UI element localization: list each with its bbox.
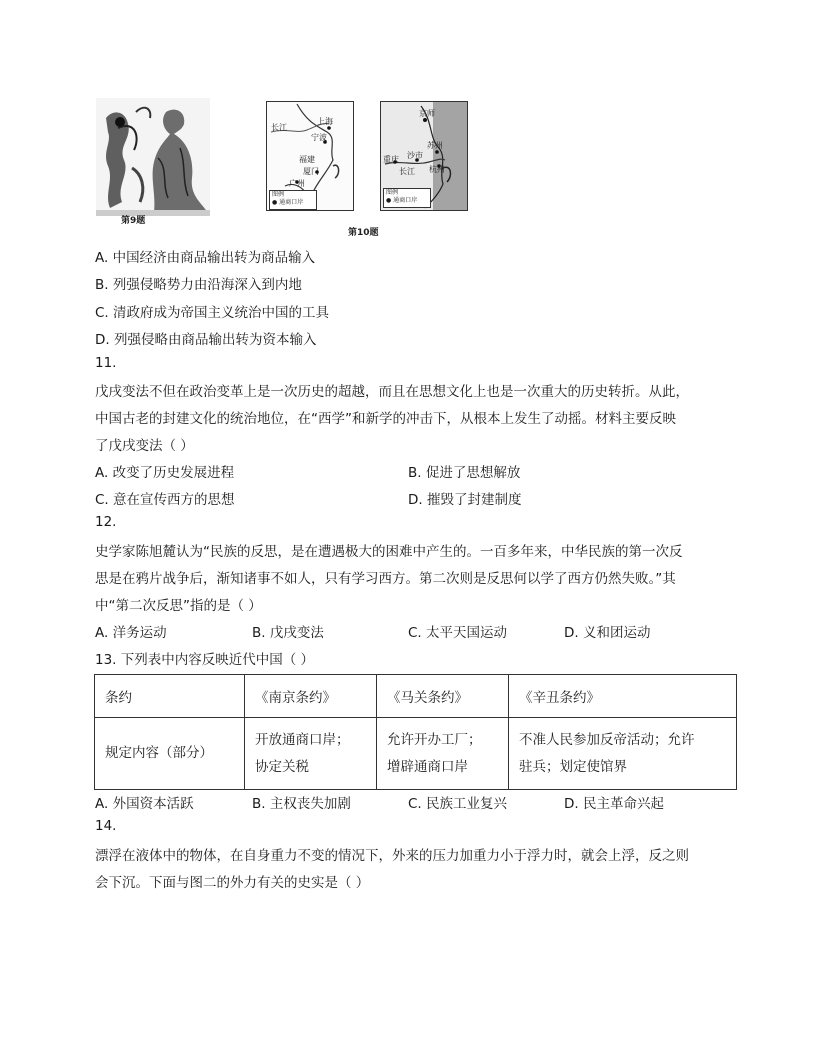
table-cell-line: 不准人民参加反帝活动；允许 bbox=[519, 731, 695, 748]
table-row-label: 规定内容（部分） bbox=[95, 718, 245, 790]
map-a-legend-item: ● 通商口岸 bbox=[272, 199, 304, 206]
q14-number: 14. bbox=[95, 818, 117, 834]
map-a-legend bbox=[269, 190, 317, 210]
table-header-cell: 条约 bbox=[95, 675, 245, 718]
map-b-legend-title: 图例 bbox=[386, 189, 399, 196]
q13-option-a[interactable]: A. 外国资本活跃 bbox=[95, 796, 194, 812]
map-a-legend-title: 图例 bbox=[272, 191, 285, 198]
map-a-label-guangzhou: 广州 bbox=[289, 179, 305, 188]
table-cell-line: 开放通商口岸； bbox=[255, 731, 350, 748]
table-cell bbox=[377, 718, 509, 790]
table-cell-line: 增辟通商口岸 bbox=[387, 758, 468, 775]
map-a-label-changjiang: 长江 bbox=[271, 123, 287, 132]
q10-option-c[interactable]: C. 清政府成为帝国主义统治中国的工具 bbox=[95, 305, 330, 321]
figure-9-image bbox=[96, 98, 210, 216]
q12-option-d[interactable]: D. 义和团运动 bbox=[564, 625, 651, 641]
map-a-label-fujian: 福建 bbox=[299, 155, 315, 164]
q11-option-d[interactable]: D. 摧毁了封建制度 bbox=[408, 492, 522, 508]
q10-option-a[interactable]: A. 中国经济由商品输出转为商品输入 bbox=[95, 250, 316, 266]
q11-stem-line-1: 戊戌变法不但在政治变革上是一次历史的超越，而且在思想文化上也是一次重大的历史转折。从此， bbox=[95, 384, 689, 400]
map-b-label-shashi: 沙市 bbox=[407, 151, 423, 160]
treaty-table bbox=[94, 674, 737, 790]
map-a-label-ningbo: 宁波 bbox=[311, 133, 327, 142]
map-a-label-shanghai: 上海 bbox=[317, 117, 333, 126]
q12-stem-line-3: 中“第二次反思”指的是（ ） bbox=[95, 598, 262, 614]
table-header-cell: 《马关条约》 bbox=[377, 675, 509, 718]
q11-option-c[interactable]: C. 意在宣传西方的思想 bbox=[95, 492, 235, 508]
table-row bbox=[95, 718, 737, 790]
map-b-legend-item: ● 通商口岸 bbox=[386, 197, 418, 204]
figure-9-caption: 第9题 bbox=[121, 216, 146, 226]
table-header-cell: 《南京条约》 bbox=[245, 675, 377, 718]
table-cell-line: 驻兵；划定使馆界 bbox=[519, 758, 627, 775]
q12-option-c[interactable]: C. 太平天国运动 bbox=[408, 625, 508, 641]
q12-number: 12. bbox=[95, 514, 117, 530]
table-cell bbox=[509, 718, 737, 790]
map-b-legend bbox=[383, 188, 431, 208]
q13-option-b[interactable]: B. 主权丧失加剧 bbox=[252, 796, 351, 812]
q12-stem-line-1: 史学家陈旭麓认为“民族的反思，是在遭遇极大的困难中产生的。一百多年来，中华民族的第一次反 bbox=[95, 544, 683, 560]
map-b-label-suzhou: 苏州 bbox=[427, 141, 443, 150]
q10-option-d[interactable]: D. 列强侵略由商品输出转为资本输入 bbox=[95, 332, 317, 348]
q12-stem-line-2: 思是在鸦片战争后，渐知诸事不如人，只有学习西方。第二次则是反思何以学了西方仍然失败。”其 bbox=[95, 571, 676, 587]
figure-10-map-b bbox=[380, 101, 468, 211]
table-cell bbox=[245, 718, 377, 790]
q12-option-a[interactable]: A. 洋务运动 bbox=[95, 625, 167, 641]
q14-stem-line-1: 漂浮在液体中的物体，在自身重力不变的情况下，外来的压力加重力小于浮力时，就会上浮，反之则 bbox=[95, 848, 689, 864]
q11-number: 11. bbox=[95, 355, 117, 371]
map-b-label-jingshi: 京师 bbox=[419, 109, 435, 118]
table-cell-line: 协定关税 bbox=[255, 758, 309, 775]
q12-option-b[interactable]: B. 戊戌变法 bbox=[252, 625, 324, 641]
q11-option-b[interactable]: B. 促进了思想解放 bbox=[408, 465, 521, 481]
q11-stem-line-3: 了戊戌变法（ ） bbox=[95, 438, 194, 454]
q13-option-c[interactable]: C. 民族工业复兴 bbox=[408, 796, 508, 812]
q11-option-a[interactable]: A. 改变了历史发展进程 bbox=[95, 465, 235, 481]
map-a-label-xiamen: 厦门 bbox=[303, 167, 319, 176]
map-b-label-chongqing: 重庆 bbox=[383, 155, 399, 164]
q13-stem: 13. 下列表中内容反映近代中国（ ） bbox=[95, 652, 315, 668]
q13-option-d[interactable]: D. 民主革命兴起 bbox=[564, 796, 664, 812]
table-cell-line: 允许开办工厂； bbox=[387, 731, 482, 748]
q10-option-b[interactable]: B. 列强侵略势力由沿海深入到内地 bbox=[95, 277, 302, 293]
table-header-cell: 《辛丑条约》 bbox=[509, 675, 737, 718]
figure-10-map-a bbox=[266, 101, 354, 211]
figure-10-caption: 第10题 bbox=[348, 228, 379, 238]
q14-stem-line-2: 会下沉。下面与图二的外力有关的史实是（ ） bbox=[95, 875, 370, 891]
map-b-label-changjiang: 长江 bbox=[399, 167, 415, 176]
table-header-row bbox=[95, 675, 737, 718]
q11-stem-line-2: 中国古老的封建文化的统治地位，在“西学”和新学的冲击下，从根本上发生了动摇。材料主要反映 bbox=[95, 411, 676, 427]
map-b-label-hangzhou: 杭州 bbox=[429, 165, 445, 174]
